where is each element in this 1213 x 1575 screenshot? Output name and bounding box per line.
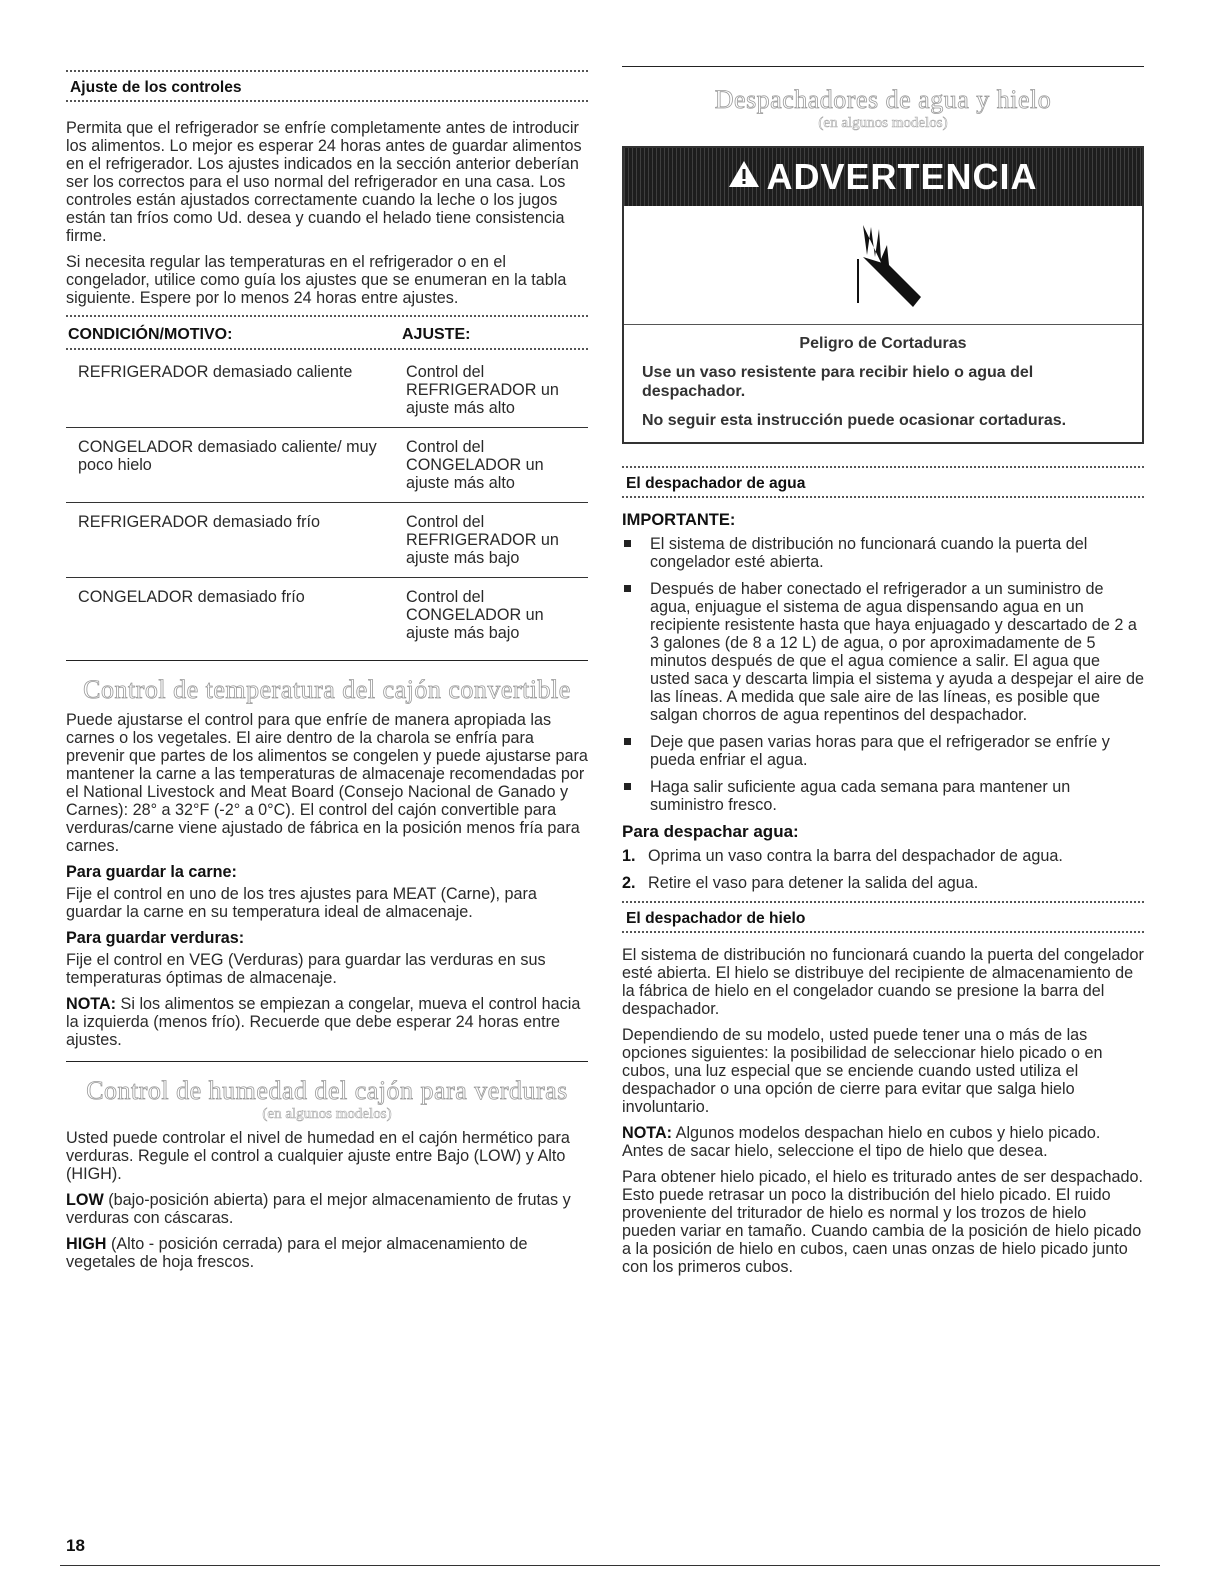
table-cell-condition: REFRIGERADOR demasiado frío [78, 513, 320, 531]
hielo-nota-paragraph [622, 1124, 1144, 1160]
table-row [66, 577, 588, 652]
table-cell-condition: CONGELADOR demasiado caliente/ muy poco hielo [78, 438, 377, 474]
hielo-paragraph-2: Dependiendo de su modelo, usted puede tener una o más de las opciones siguientes: la posibilidad de seleccionar hielo picado o en cubos, una luz especial que se enciende cuando usted utiliza el despachador o una opción de cierre para evitar que salga hielo involuntario. [622, 1026, 1103, 1116]
warning-title: Peligro de Cortaduras [799, 335, 967, 352]
high-text: (Alto - posición cerrada) para el mejor almacenamiento de vegetales de hoja frescos. [66, 1235, 528, 1271]
list-item [622, 874, 1144, 892]
table-cell-adjustment: Control del REFRIGERADOR un ajuste más bajo [406, 513, 559, 567]
importante-list [622, 535, 1144, 814]
bottom-rule [60, 1565, 1160, 1566]
dotted-rule [622, 901, 1144, 906]
settings-table [66, 353, 588, 652]
table-row [66, 502, 588, 577]
low-paragraph [66, 1191, 588, 1227]
cut-hazard-icon [624, 206, 1142, 325]
hielo-heading: El despachador de hielo [626, 910, 806, 927]
ajuste-heading: Ajuste de los controles [70, 79, 242, 96]
hielo-paragraph-1: El sistema de distribución no funcionará cuando la puerta del congelador esté abierta. El hielo se distribuye del recipiente de almacenamiento de la fábrica de hielo en el congelador cuando se presione la barra del despachador. [622, 946, 1144, 1018]
step-text: Retire el vaso para detener la salida del agua. [648, 874, 979, 892]
convertible-paragraph: Puede ajustarse el control para que enfríe de manera apropiada las carnes o los vegetales. El aire dentro de la charola se enfría para prevenir que partes de los alimentos se congelen y puede ajustarse para mantener la carne a las temperaturas de almacenaje recomendadas por el National Livestock and Meat Board (Consejo Nacional de Ganado y Carnes): 28° a 32°F (-2° a 0°C). El control del cajón convertible para verduras/carne viene ajustado de fábrica en la posición menos fría para carnes. [66, 711, 588, 855]
step-number: 2. [622, 874, 636, 892]
step-text: Oprima un vaso contra la barra del despachador de agua. [648, 847, 1063, 865]
warning-body [624, 325, 1142, 442]
importante-label: IMPORTANTE: [622, 511, 736, 529]
warning-word: ADVERTENCIA [766, 156, 1038, 197]
warning-label [728, 156, 1037, 198]
despachar-steps [622, 847, 1144, 892]
warning-header [624, 148, 1142, 206]
nota-paragraph [66, 995, 588, 1049]
list-item: El sistema de distribución no funcionará cuando la puerta del congelador esté abierta. [622, 535, 1144, 571]
despachar-heading: Para despachar agua: [622, 822, 799, 841]
humedad-paragraph: Usted puede controlar el nivel de humedad en el cajón hermético para verduras. Regule el control a cualquier ajuste entre Bajo (LOW) y Alto (HIGH). [66, 1129, 570, 1183]
agua-heading: El despachador de agua [626, 475, 806, 492]
table-cell-adjustment: Control del CONGELADOR un ajuste más alto [406, 438, 544, 492]
humedad-title: Control de humedad del cajón para verduras [86, 1076, 568, 1105]
table-cell-condition: CONGELADOR demasiado frío [78, 588, 305, 606]
step-number: 1. [622, 847, 636, 865]
list-item [622, 847, 1144, 865]
hielo-paragraph-3: Para obtener hielo picado, el hielo es triturado antes de ser despachado. Esto puede retrasar un poco la distribución del hielo picado. El ruido proveniente del triturador de hielo es normal y los trozos de hielo pueden variar en tamaño. Cuando cambia de la posición de hielo picado a la posición de hielo en cubos, caen unas onzas de hielo picado junto con los primeros cubos. [622, 1168, 1144, 1276]
page-number: 18 [66, 1536, 85, 1555]
settings-table-header [66, 320, 588, 348]
table-cell-adjustment: Control del REFRIGERADOR un ajuste más alto [406, 363, 559, 417]
warning-box [622, 146, 1144, 444]
left-column [66, 60, 588, 1279]
verduras-heading: Para guardar verduras: [66, 929, 245, 947]
nota-label: NOTA: [622, 1124, 673, 1142]
carne-paragraph: Fije el control en uno de los tres ajustes para MEAT (Carne), para guardar la carne en su temperatura ideal de almacenaje. [66, 885, 537, 921]
dotted-rule [622, 931, 1144, 936]
dotted-rule [66, 70, 588, 75]
dotted-rule [66, 100, 588, 105]
table-cell-condition: REFRIGERADOR demasiado caliente [78, 363, 353, 381]
dispensers-title: Despachadores de agua y hielo [714, 85, 1052, 114]
list-item: Haga salir suficiente agua cada semana para mantener un suministro fresco. [622, 778, 1144, 814]
warning-triangle-icon [728, 156, 760, 198]
section-rule [66, 1061, 588, 1062]
table-col-adjustment: AJUSTE: [402, 326, 471, 343]
list-item: Deje que pasen varias horas para que el refrigerador se enfríe y pueda enfriar el agua. [622, 733, 1144, 769]
dotted-rule [622, 466, 1144, 471]
nota-text: Algunos modelos despachan hielo en cubos y hielo picado. Antes de sacar hielo, seleccione el tipo de hielo que desea. [622, 1124, 1101, 1160]
warning-line-2: No seguir esta instrucción puede ocasionar cortaduras. [642, 412, 1067, 429]
list-item: Después de haber conectado el refrigerador a un suministro de agua, enjuague el sistema de agua dispensando agua en un recipiente resistente hasta que haya enjuagado y descartado de 2 a 3 galones (de 8 a 12 L) de agua, o por aproximadamente de 5 minutos después de que el agua comience a salir. El agua que usted saca y descarta limpia el sistema y ayuda a despejar el aire de las líneas. A medida que sale aire de las líneas, es posible que salgan chorros de agua repentinos del despachador. [622, 580, 1144, 724]
nota-text: Si los alimentos se empiezan a congelar, mueva el control hacia la izquierda (menos frío). Recuerde que debe esperar 24 horas entre ajustes. [66, 995, 581, 1049]
low-text: (bajo-posición abierta) para el mejor almacenamiento de frutas y verduras con cáscaras. [66, 1191, 571, 1227]
ajuste-paragraph-1: Permita que el refrigerador se enfríe completamente antes de introducir los alimentos. Lo mejor es esperar 24 horas antes de guardar alimentos en el refrigerador. Los ajustes indicados en la sección anterior deberían ser los correctos para el uso normal del refrigerador en una casa. Los controles están ajustados correctamente cuando la leche o los jugos están tan fríos como Ud. desea y cuando el helado tiene consistencia firme. [66, 119, 582, 245]
dispensers-subtitle: (en algunos modelos) [818, 115, 948, 131]
right-column [622, 60, 1144, 1284]
carne-heading: Para guardar la carne: [66, 863, 237, 881]
verduras-paragraph: Fije el control en VEG (Verduras) para guardar las verduras en sus temperaturas óptimas de almacenaje. [66, 951, 546, 987]
table-row [66, 427, 588, 502]
table-col-condition: CONDICIÓN/MOTIVO: [68, 326, 233, 343]
high-label: HIGH [66, 1235, 107, 1253]
convertible-title: Control de temperatura del cajón convertible [83, 675, 571, 704]
section-rule [66, 660, 588, 661]
dotted-rule [622, 496, 1144, 501]
table-row [66, 353, 588, 427]
ajuste-paragraph-2: Si necesita regular las temperaturas en el refrigerador o en el congelador, utilice como guía los ajustes que se enumeran en la tabla siguiente. Espere por lo menos 24 horas entre ajustes. [66, 253, 567, 307]
warning-line-1: Use un vaso resistente para recibir hielo o agua del despachador. [642, 364, 1034, 400]
table-cell-adjustment: Control del CONGELADOR un ajuste más bajo [406, 588, 544, 642]
section-rule [622, 66, 1144, 67]
high-paragraph [66, 1235, 588, 1271]
nota-label: NOTA: [66, 995, 117, 1013]
humedad-subtitle: (en algunos modelos) [262, 1106, 392, 1122]
low-label: LOW [66, 1191, 104, 1209]
